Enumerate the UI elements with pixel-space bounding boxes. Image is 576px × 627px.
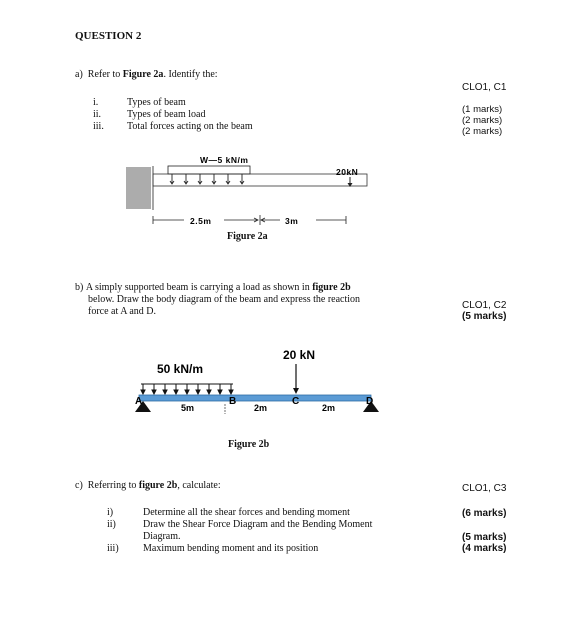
point-load-label: 20kN bbox=[336, 167, 359, 177]
point-load-arrowhead bbox=[293, 388, 299, 394]
dimension-lines bbox=[153, 215, 346, 225]
part-a-question bbox=[75, 69, 218, 81]
part-a-items bbox=[93, 97, 283, 133]
item-number: ii) bbox=[107, 519, 116, 530]
item-text-continued: Diagram. bbox=[143, 531, 181, 542]
part-a-text-prefix: Refer to bbox=[87, 69, 123, 80]
part-c-item bbox=[107, 519, 427, 543]
marks-label: (2 marks) bbox=[462, 115, 503, 126]
udl-arrows bbox=[170, 174, 244, 184]
item-text: Draw the Shear Force Diagram and the Bending Moment bbox=[143, 519, 373, 530]
marks-label: (2 marks) bbox=[462, 126, 503, 137]
question-title: QUESTION 2 bbox=[75, 30, 142, 42]
part-b-figure-ref: figure 2b bbox=[312, 282, 351, 293]
part-c-label: c) bbox=[75, 480, 83, 491]
point-d-label: D bbox=[366, 396, 374, 407]
fixed-wall bbox=[126, 166, 153, 210]
point-a-label: A bbox=[135, 396, 143, 407]
part-a-clo: CLO1, C1 bbox=[462, 82, 507, 93]
part-c-items bbox=[107, 507, 427, 555]
item-text: Types of beam load bbox=[127, 109, 206, 120]
part-b-line-1 bbox=[75, 282, 435, 294]
part-b-line-1-text: A simply supported beam is carrying a load as shown in bbox=[85, 282, 313, 293]
dim-right-label: 3m bbox=[285, 216, 299, 226]
part-c-item bbox=[107, 507, 427, 519]
part-b-clo: CLO1, C2 bbox=[462, 300, 507, 311]
part-c-item bbox=[107, 543, 427, 555]
part-a-item bbox=[93, 109, 283, 121]
item-number: ii. bbox=[93, 109, 102, 120]
part-b-marks: (5 marks) bbox=[462, 311, 507, 322]
part-b-line-3: force at A and D. bbox=[88, 306, 157, 317]
udl-box bbox=[168, 166, 250, 174]
part-c-text-suffix: , calculate: bbox=[177, 480, 221, 491]
udl-arrows bbox=[141, 384, 233, 394]
dim-left-label: 2.5m bbox=[190, 216, 212, 226]
simply-supported-beam bbox=[139, 395, 371, 401]
figure-2b-caption: Figure 2b bbox=[228, 439, 270, 450]
part-c-figure-ref: figure 2b bbox=[138, 480, 178, 491]
udl-label: 50 kN/m bbox=[157, 362, 204, 376]
part-a-item bbox=[93, 121, 283, 133]
point-b-label: B bbox=[229, 396, 237, 407]
dim-bc-label: 2m bbox=[254, 403, 268, 413]
item-number: i) bbox=[107, 507, 114, 518]
figure-2b bbox=[125, 340, 385, 435]
part-c-question bbox=[75, 480, 221, 492]
cantilever-beam bbox=[153, 174, 367, 186]
point-load-label: 20 kN bbox=[283, 348, 316, 362]
part-b-line-2: below. Draw the body diagram of the beam and express the reaction bbox=[88, 294, 361, 305]
part-c-marks-1: (6 marks) bbox=[462, 508, 507, 519]
item-number: iii. bbox=[93, 121, 104, 132]
part-a-label: a) bbox=[75, 69, 83, 80]
part-c-text-prefix: Referring to bbox=[87, 480, 139, 491]
item-text: Determine all the shear forces and bending moment bbox=[143, 507, 350, 518]
part-a-text-suffix: . Identify the: bbox=[163, 69, 218, 80]
part-a-item bbox=[93, 97, 283, 109]
part-a-figure-ref: Figure 2a bbox=[122, 69, 164, 80]
part-c-marks-2: (5 marks) bbox=[462, 532, 507, 543]
part-c-clo: CLO1, C3 bbox=[462, 483, 507, 494]
item-number: iii) bbox=[107, 543, 119, 554]
part-c-marks-3: (4 marks) bbox=[462, 543, 507, 554]
figure-2a-caption: Figure 2a bbox=[227, 231, 268, 242]
item-number: i. bbox=[93, 97, 99, 108]
item-text: Types of beam bbox=[127, 97, 186, 108]
dim-ab-label: 5m bbox=[181, 403, 195, 413]
part-b-label: b) bbox=[75, 282, 84, 293]
udl-label: W—5 kN/m bbox=[200, 155, 249, 165]
dim-cd-label: 2m bbox=[322, 403, 336, 413]
point-c-label: C bbox=[292, 396, 300, 407]
marks-label: (1 marks) bbox=[462, 104, 503, 115]
part-b-question bbox=[75, 282, 435, 318]
item-text: Maximum bending moment and its position bbox=[143, 543, 319, 554]
part-a-marks bbox=[462, 104, 502, 137]
item-text: Total forces acting on the beam bbox=[127, 121, 253, 132]
